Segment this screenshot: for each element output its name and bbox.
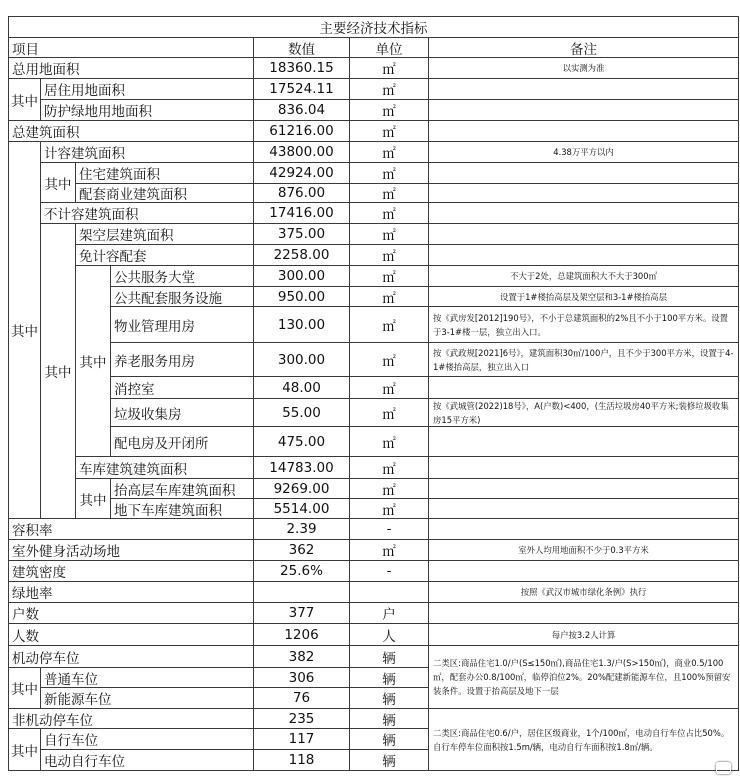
row-note-overhead (428, 223, 739, 245)
group-land-qizhong: 其中 (8, 78, 41, 121)
header-item: 项目 (8, 37, 254, 58)
row-value-garage: 14783.00 (253, 456, 350, 479)
row-unit-total-land: ㎡ (349, 57, 429, 79)
row-label-density: 建筑密度 (8, 560, 254, 582)
row-label-power-room: 配电房及开闭所 (110, 426, 254, 457)
row-note-garbage: 按《武城管(2022)18号》，A(户数)<400，(生活垃圾房40平方米;装修垃圾收集房15平方米) (428, 398, 739, 427)
row-unit-ebike: 辆 (349, 749, 429, 771)
row-label-elderly: 养老服务用房 (110, 342, 254, 377)
row-note-green-ratio: 按照《武汉市城市绿化条例》执行 (428, 581, 739, 603)
row-value-overhead: 375.00 (253, 223, 350, 245)
row-unit-far-area: ㎡ (349, 141, 429, 163)
row-unit-density: - (349, 560, 429, 582)
row-note-exempt (428, 244, 739, 266)
row-note-residential-building (428, 162, 739, 184)
row-label-far-area: 计容建筑面积 (40, 141, 254, 163)
row-note-households (428, 602, 739, 624)
row-unit-far-ratio: - (349, 518, 429, 540)
row-value-far-ratio: 2.39 (253, 518, 350, 540)
row-note-fire-control (428, 376, 739, 399)
row-label-residential-building: 住宅建筑面积 (75, 162, 254, 184)
row-value-households: 377 (253, 602, 350, 624)
row-label-far-ratio: 容积率 (8, 518, 254, 540)
row-value-ev-parking: 76 (253, 687, 350, 709)
row-unit-nonmotor-parking: 辆 (349, 708, 429, 729)
row-label-garbage: 垃圾收集房 (110, 398, 254, 427)
row-value-residential-building: 42924.00 (253, 162, 350, 184)
row-value-fitness: 362 (253, 539, 350, 561)
header-unit: 单位 (349, 37, 429, 58)
row-label-motor-parking: 机动停车位 (8, 645, 254, 668)
row-value-green-ratio (253, 581, 350, 603)
row-unit-motor-parking: 辆 (349, 645, 429, 668)
row-value-far-area: 43800.00 (253, 141, 350, 163)
row-label-garage: 车库建筑建筑面积 (75, 456, 254, 479)
row-unit-public-hall: ㎡ (349, 265, 429, 287)
row-unit-garbage: ㎡ (349, 398, 429, 427)
row-note-commercial (428, 183, 739, 203)
row-unit-elderly: ㎡ (349, 342, 429, 377)
row-unit-households: 户 (349, 602, 429, 624)
row-label-total-land: 总用地面积 (8, 57, 254, 79)
row-value-bicycle: 117 (253, 728, 350, 750)
row-value-total-land: 18360.15 (253, 57, 350, 79)
row-value-nonmotor-parking: 235 (253, 708, 350, 729)
row-unit-non-far: ㎡ (349, 202, 429, 224)
row-note-residential-land (428, 78, 739, 100)
group-far-qizhong: 其中 (40, 162, 76, 203)
row-label-underground-garage: 地下车库建筑面积 (110, 498, 254, 519)
group-building-qizhong: 其中 (8, 141, 41, 519)
row-note-power-room (428, 426, 739, 457)
row-note-green-land (428, 99, 739, 121)
row-unit-regular-parking: 辆 (349, 667, 429, 688)
row-value-garbage: 55.00 (253, 398, 350, 427)
row-label-commercial: 配套商业建筑面积 (75, 183, 254, 203)
row-value-property-mgmt: 130.00 (253, 306, 350, 343)
row-value-ebike: 118 (253, 749, 350, 771)
header-note: 备注 (428, 37, 739, 58)
row-value-regular-parking: 306 (253, 667, 350, 688)
row-label-fire-control: 消控室 (110, 376, 254, 399)
row-value-elderly: 300.00 (253, 342, 350, 377)
row-label-ebike: 电动自行车位 (40, 749, 254, 771)
row-note-total-land: 以实测为准 (428, 57, 739, 79)
row-value-total-building: 61216.00 (253, 120, 350, 142)
row-value-non-far: 17416.00 (253, 202, 350, 224)
row-unit-underground-garage: ㎡ (349, 498, 429, 519)
row-unit-green-ratio (349, 581, 429, 603)
row-note-motor-parking: 二类区:商品住宅1.0/户(S≤150㎡),商品住宅1.3/户(S>150㎡)，商业0.5/100㎡，配套办公0.8/100㎡，临停泊位2%。20%配建新能源车位，且100%预留安装条件。设置于抬高层及地下一层 (428, 645, 739, 709)
row-value-fire-control: 48.00 (253, 376, 350, 399)
row-unit-commercial: ㎡ (349, 183, 429, 203)
row-note-density (428, 560, 739, 582)
row-unit-raised-garage: ㎡ (349, 478, 429, 499)
row-unit-green-land: ㎡ (349, 99, 429, 121)
row-label-public-facilities: 公共配套服务设施 (110, 286, 254, 307)
row-label-green-land: 防护绿地用地面积 (40, 99, 254, 121)
camera-icon (716, 762, 731, 774)
row-value-power-room: 475.00 (253, 426, 350, 457)
row-unit-total-building: ㎡ (349, 120, 429, 142)
row-note-total-building (428, 120, 739, 142)
row-note-non-far (428, 202, 739, 224)
row-note-fitness: 室外人均用地面积不少于0.3平方米 (428, 539, 739, 561)
corner-watermark (716, 762, 734, 774)
row-unit-fire-control: ㎡ (349, 376, 429, 399)
row-unit-residential-land: ㎡ (349, 78, 429, 100)
row-label-public-hall: 公共服务大堂 (110, 265, 254, 287)
row-unit-public-facilities: ㎡ (349, 286, 429, 307)
row-value-green-land: 836.04 (253, 99, 350, 121)
row-value-density: 25.6% (253, 560, 350, 582)
row-label-ev-parking: 新能源车位 (40, 687, 254, 709)
row-note-public-hall: 不大于2处，总建筑面积大不大于300㎡ (428, 265, 739, 287)
row-value-underground-garage: 5514.00 (253, 498, 350, 519)
group-garage-qizhong: 其中 (75, 478, 111, 519)
group-exempt-qizhong: 其中 (75, 265, 111, 457)
row-label-exempt: 免计容配套 (75, 244, 254, 266)
row-value-public-hall: 300.00 (253, 265, 350, 287)
row-value-exempt: 2258.00 (253, 244, 350, 266)
row-label-total-building: 总建筑面积 (8, 120, 254, 142)
row-value-motor-parking: 382 (253, 645, 350, 668)
group-nonmotor-qizhong: 其中 (8, 728, 41, 771)
row-value-commercial: 876.00 (253, 183, 350, 203)
row-unit-fitness: ㎡ (349, 539, 429, 561)
row-unit-garage: ㎡ (349, 456, 429, 479)
row-label-bicycle: 自行车位 (40, 728, 254, 750)
row-label-property-mgmt: 物业管理用房 (110, 306, 254, 343)
row-label-raised-garage: 抬高层车库建筑面积 (110, 478, 254, 499)
row-unit-population: 人 (349, 623, 429, 646)
row-value-residential-land: 17524.11 (253, 78, 350, 100)
row-label-population: 人数 (8, 623, 254, 646)
header-value: 数值 (253, 37, 350, 58)
row-note-public-facilities: 设置于1#楼抬高层及架空层和3-1#楼抬高层 (428, 286, 739, 307)
row-unit-ev-parking: 辆 (349, 687, 429, 709)
row-note-far-ratio (428, 518, 739, 540)
row-value-population: 1206 (253, 623, 350, 646)
row-label-residential-land: 居住用地面积 (40, 78, 254, 100)
row-unit-exempt: ㎡ (349, 244, 429, 266)
row-unit-property-mgmt: ㎡ (349, 306, 429, 343)
group-nonfar-qizhong: 其中 (40, 223, 76, 519)
row-note-far-area: 4.38万平方以内 (428, 141, 739, 163)
row-unit-bicycle: 辆 (349, 728, 429, 750)
row-label-regular-parking: 普通车位 (40, 667, 254, 688)
row-label-households: 户数 (8, 602, 254, 624)
row-note-property-mgmt: 按《武房发[2012]190号》，不小于总建筑面积的2%且不小于100平方米。设置于3-1#楼一层，独立出入口。 (428, 306, 739, 343)
row-note-elderly: 按《武政规[2021]6号》，建筑面积30㎡/100户，且不少于300平方米，设置于4-1#楼抬高层，独立出入口 (428, 342, 739, 377)
group-motor-qizhong: 其中 (8, 667, 41, 709)
row-label-non-far: 不计容建筑面积 (40, 202, 254, 224)
row-note-underground-garage (428, 498, 739, 519)
row-note-population: 每户按3.2人计算 (428, 623, 739, 646)
row-label-fitness: 室外健身活动场地 (8, 539, 254, 561)
row-note-nonmotor-parking: 二类区:商品住宅0.6/户，居住区级商业，1个/100㎡，电动自行车位占比50%。自行车停车位面积按1.5m/辆，电动自行车面积按1.8㎡/辆。 (428, 708, 739, 771)
row-unit-residential-building: ㎡ (349, 162, 429, 184)
row-note-garage (428, 456, 739, 479)
row-value-raised-garage: 9269.00 (253, 478, 350, 499)
row-unit-overhead: ㎡ (349, 223, 429, 245)
row-note-raised-garage (428, 478, 739, 499)
row-label-overhead: 架空层建筑面积 (75, 223, 254, 245)
table-title: 主要经济技术指标 (8, 16, 739, 38)
row-unit-power-room: ㎡ (349, 426, 429, 457)
row-label-green-ratio: 绿地率 (8, 581, 254, 603)
row-label-nonmotor-parking: 非机动停车位 (8, 708, 254, 729)
row-value-public-facilities: 950.00 (253, 286, 350, 307)
